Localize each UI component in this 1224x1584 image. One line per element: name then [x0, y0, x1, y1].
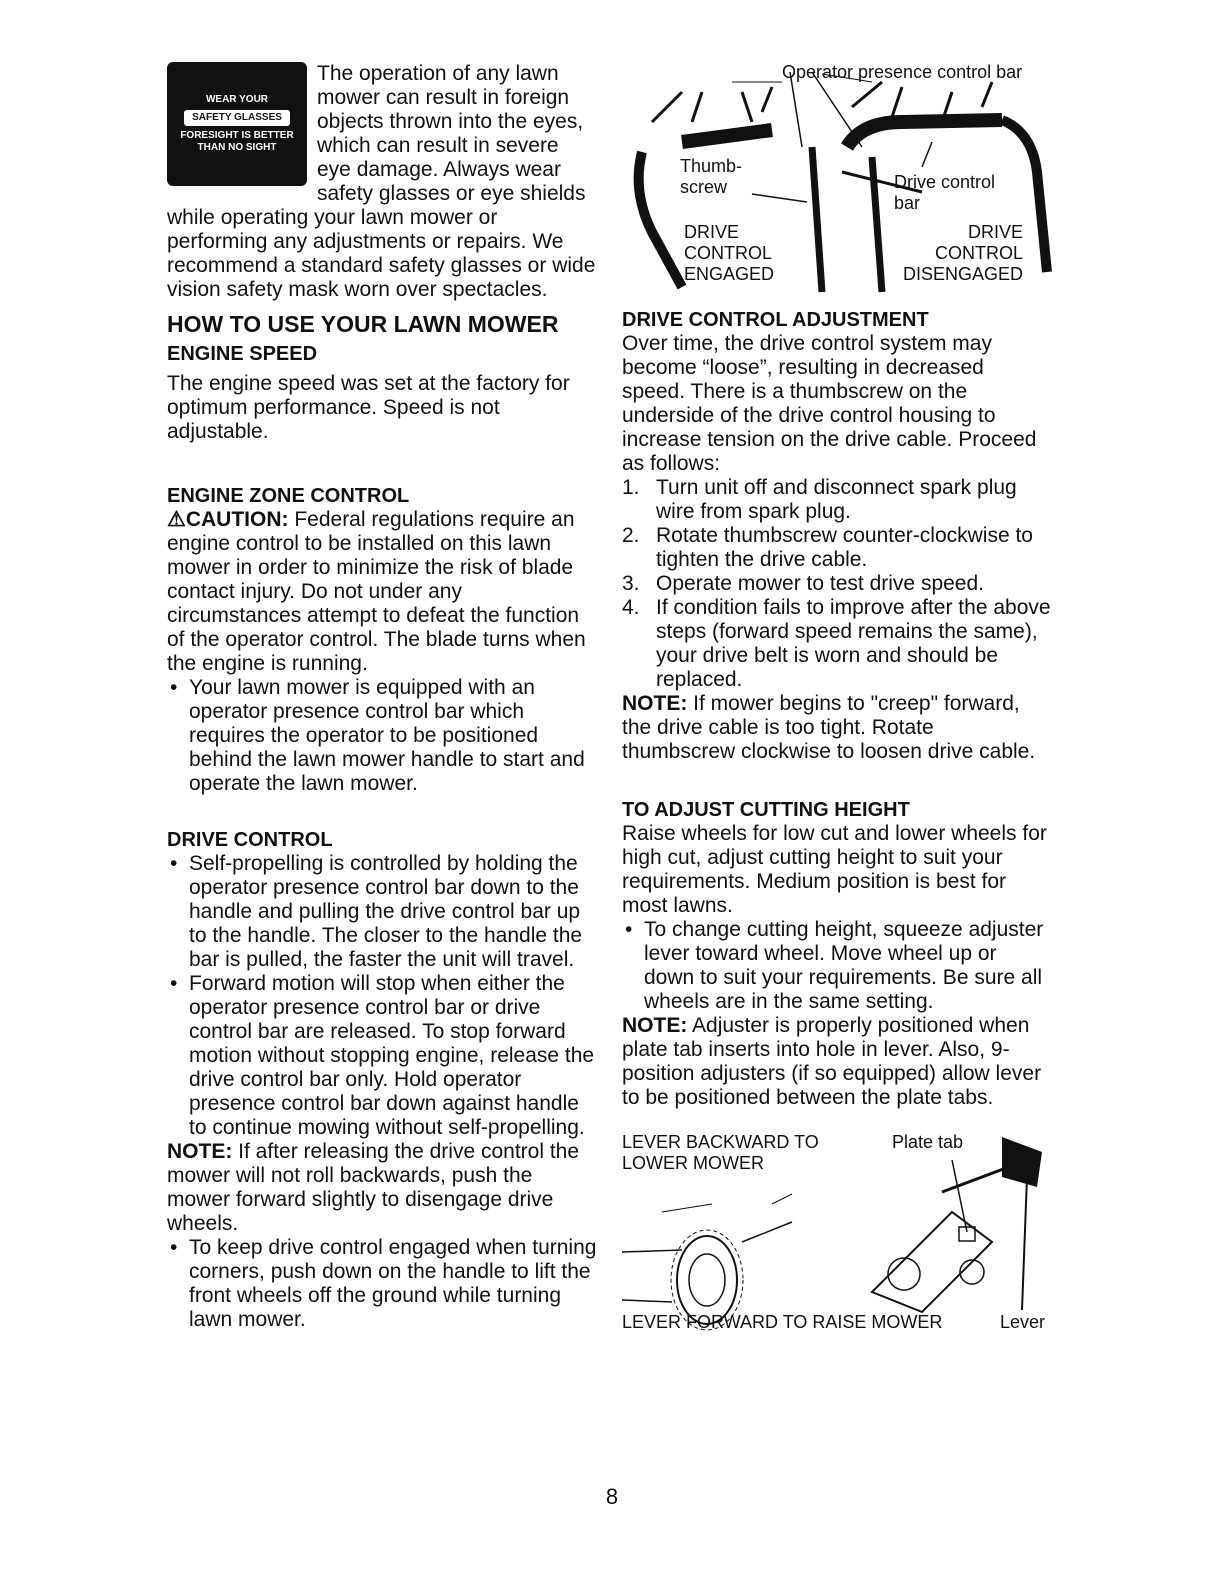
height-text: Raise wheels for low cut and lower wheels for high cut, adjust cutting height to suit your requirements. Medium position is best for most lawns. [622, 822, 1047, 917]
thumbscrew-label: Thumb-screw [680, 156, 743, 197]
note-text: If after releasing the drive control the mower will not roll backwards, push the mower forward slightly to disengage drive wheels. [167, 1140, 580, 1235]
zone-bullet: • Your lawn mower is equipped with an operator presence control bar which requires the operator to be positioned behind the lawn mower handle to start and operate the lawn mower. [167, 676, 597, 796]
drive-note [167, 1140, 597, 1236]
engine-speed-title: ENGINE SPEED [167, 343, 318, 365]
caution-text: Federal regulations require an engine control to be installed on this lawn mower in order to minimize the risk of blade contact injury. Do not under any circumstances attempt to defeat the function of the operator control. The blade turns when the engine is running. [167, 508, 586, 675]
note-label: NOTE: [167, 1140, 233, 1163]
drive-bar-label: Drive control bar [894, 172, 996, 213]
drive-control-figure [622, 62, 1052, 296]
adjust-note [622, 692, 1052, 764]
section-title: HOW TO USE YOUR LAWN MOWER [167, 311, 559, 337]
lever-backward-label: LEVER BACKWARD TO LOWER MOWER [622, 1132, 819, 1173]
step-number: 1. [622, 476, 640, 499]
step-number: 4. [622, 596, 640, 619]
engaged-label: DRIVE CONTROL ENGAGED [684, 222, 775, 284]
badge-line: WEAR YOUR [205, 94, 269, 105]
drive-control-title: DRIVE CONTROL [167, 829, 333, 851]
note-label: NOTE: [622, 1014, 688, 1037]
disengaged-label: DRIVE CONTROL DISENGAGED [902, 222, 1023, 284]
step-item [622, 596, 1052, 692]
step-text: Rotate thumbscrew counter-clockwise to tighten the drive cable. [656, 524, 1033, 571]
caution-paragraph [167, 508, 597, 676]
step-text: Turn unit off and disconnect spark plug wire from spark plug. [656, 476, 1017, 523]
cutting-height-figure [622, 1132, 1052, 1342]
cutting-height-title: TO ADJUST CUTTING HEIGHT [622, 799, 910, 821]
lever-label: Lever [1000, 1312, 1046, 1332]
step-item [622, 524, 1052, 572]
step-number: 2. [622, 524, 640, 547]
intro-text: The operation of any lawn mower can result in foreign objects thrown into the eyes, which can result in severe eye damage. Always wear safety glasses or eye shields while operating your lawn mower or performing any adjustments or repairs. We recommend a standard safety glasses or wide vision safety mask worn over spectacles. [167, 62, 596, 301]
step-item [622, 476, 1052, 524]
caution-icon: ⚠ [167, 508, 186, 531]
right-column [622, 62, 1052, 1342]
step-text: Operate mower to test drive speed. [656, 572, 984, 595]
caution-label: CAUTION: [185, 508, 289, 531]
engine-speed-text: The engine speed was set at the factory for optimum performance. Speed is not adjustable. [167, 372, 570, 443]
plate-tab-label: Plate tab [892, 1132, 964, 1152]
engine-zone-title: ENGINE ZONE CONTROL [167, 485, 410, 507]
note-text: If mower begins to "creep" forward, the drive cable is too tight. Rotate thumbscrew clockwise to loosen drive cable. [622, 692, 1036, 763]
lever-forward-label: LEVER FORWARD TO RAISE MOWER [622, 1312, 943, 1332]
height-note [622, 1014, 1052, 1110]
note-label: NOTE: [622, 692, 688, 715]
drive-bullet: • Self-propelling is controlled by holding the operator presence control bar down to the handle and pulling the drive control bar up to the handle. The closer to the handle the bar is pulled, the faster the unit will travel. [167, 852, 597, 972]
drive-adjust-title: DRIVE CONTROL ADJUSTMENT [622, 309, 929, 331]
drive-bullet: • To keep drive control engaged when turning corners, push down on the handle to lift the front wheels off the ground while turning lawn mower. [167, 1236, 597, 1332]
note-text: Adjuster is properly positioned when plate tab inserts into hole in lever. Also, 9-position adjusters (if so equipped) allow lever to be positioned between the plate tabs. [622, 1014, 1042, 1109]
badge-line: FORESIGHT IS BETTER [180, 130, 294, 141]
left-column [167, 62, 597, 1332]
step-text: If condition fails to improve after the above steps (forward speed remains the same), your drive belt is worn and should be replaced. [656, 596, 1051, 691]
safety-glasses-badge [167, 62, 307, 186]
badge-line: SAFETY GLASSES [184, 110, 290, 126]
adjust-text: Over time, the drive control system may become “loose”, resulting in decreased speed. There is a thumbscrew on the underside of the drive control housing to increase tension on the drive cable. Proceed as follows: [622, 332, 1037, 475]
drive-bullet: • Forward motion will stop when either the operator presence control bar or drive control bar are released. To stop forward motion without stopping engine, release the drive control bar only. Hold operator presence control bar down against handle to continue mowing without self-propelling. [167, 972, 597, 1140]
badge-line: THAN NO SIGHT [197, 142, 277, 153]
operator-bar-label: Operator presence control bar [782, 62, 1023, 82]
step-item [622, 572, 1052, 596]
adjust-steps [622, 476, 1052, 692]
height-bullet: • To change cutting height, squeeze adjuster lever toward wheel. Move wheel up or down to suit your requirements. Be sure all wheels are in the same setting. [622, 918, 1052, 1014]
step-number: 3. [622, 572, 640, 595]
page-number: 8 [605, 1484, 619, 1509]
